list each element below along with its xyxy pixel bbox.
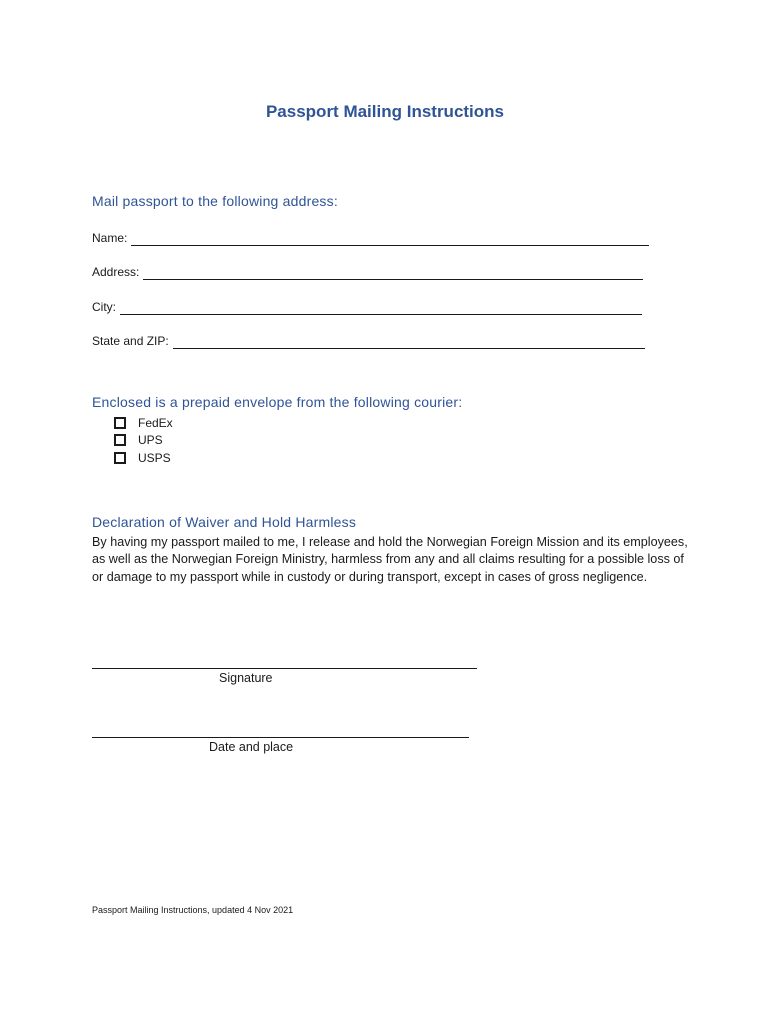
waiver-heading: Declaration of Waiver and Hold Harmless xyxy=(92,514,357,530)
address-line[interactable] xyxy=(143,267,643,280)
page-title: Passport Mailing Instructions xyxy=(265,102,505,121)
address-field[interactable] xyxy=(92,264,643,280)
name-field[interactable] xyxy=(92,230,649,246)
courier-option-usps[interactable] xyxy=(114,449,173,467)
checkbox-icon[interactable] xyxy=(114,452,126,464)
checkbox-icon[interactable] xyxy=(114,417,126,429)
courier-option-ups[interactable] xyxy=(114,432,173,450)
state-zip-label: State and ZIP: xyxy=(92,334,169,348)
city-line[interactable] xyxy=(120,302,642,315)
courier-options xyxy=(114,414,173,467)
courier-option-label: UPS xyxy=(138,433,163,448)
state-zip-line[interactable] xyxy=(173,336,645,349)
signature-line[interactable] xyxy=(92,668,477,669)
name-line[interactable] xyxy=(131,233,649,246)
name-label: Name: xyxy=(92,231,128,245)
state-zip-field[interactable] xyxy=(92,333,645,349)
city-label: City: xyxy=(92,300,116,314)
date-place-label: Date and place xyxy=(209,740,294,754)
checkbox-icon[interactable] xyxy=(114,434,126,446)
waiver-text: By having my passport mailed to me, I release and hold the Norwegian Foreign Mission and its employees, as well as the Norwegian Foreign Ministry, harmless from any and all claims resulting for a possible loss of or damage to my passport while in custody or during transport, except in cases of gross negligence. xyxy=(92,535,688,584)
courier-heading: Enclosed is a prepaid envelope from the following courier: xyxy=(92,394,463,410)
signature-label: Signature xyxy=(219,671,273,685)
courier-option-label: USPS xyxy=(138,450,171,465)
courier-option-label: FedEx xyxy=(138,415,173,430)
city-field[interactable] xyxy=(92,299,642,315)
address-label: Address: xyxy=(92,265,140,279)
date-place-line[interactable] xyxy=(92,737,469,738)
courier-option-fedex[interactable] xyxy=(114,414,173,432)
address-heading: Mail passport to the following address: xyxy=(92,193,338,209)
page-footer: Passport Mailing Instructions, updated 4 Nov 2021 xyxy=(92,905,294,915)
